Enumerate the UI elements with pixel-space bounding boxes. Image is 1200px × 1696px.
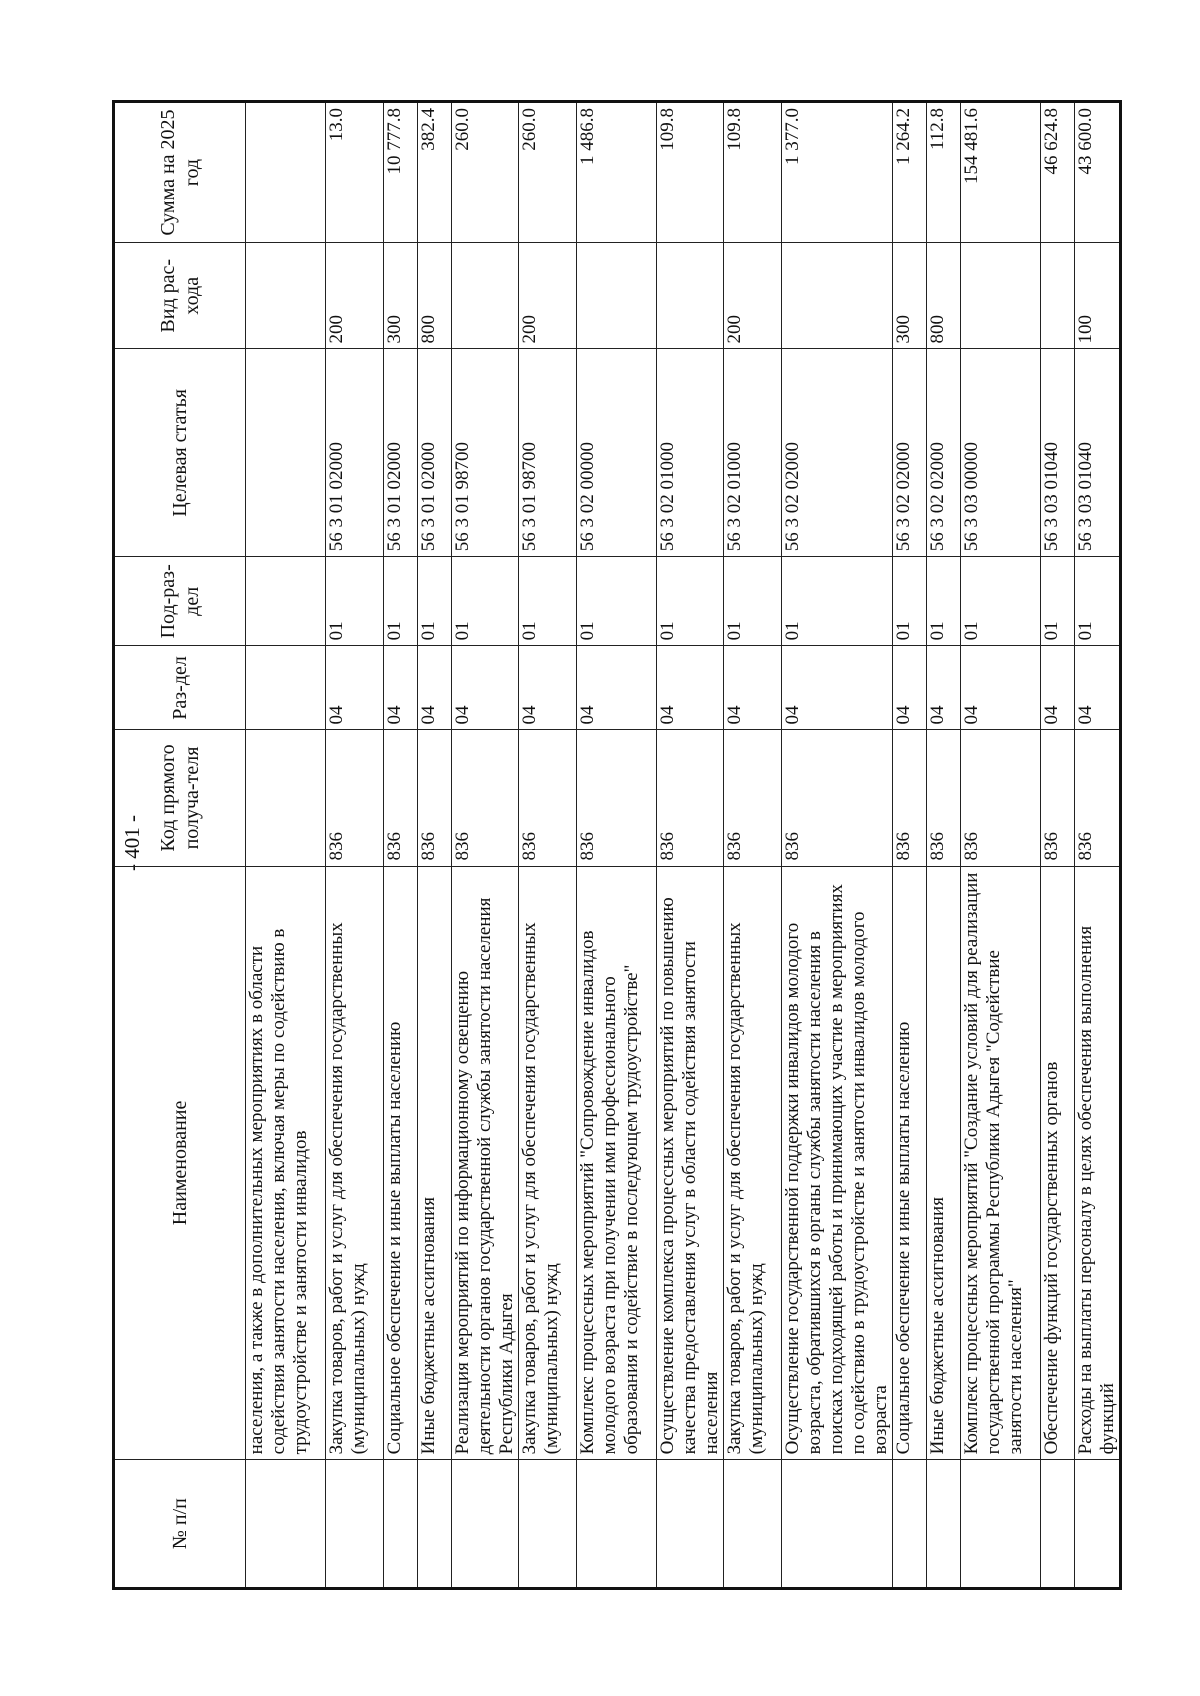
cell-num bbox=[418, 1460, 452, 1589]
cell-target: 56 3 02 02000 bbox=[782, 349, 893, 557]
cell-name: Обеспечение функций государственных органов bbox=[1041, 866, 1075, 1460]
table-row bbox=[657, 102, 724, 1589]
cell-section: 04 bbox=[1075, 646, 1121, 730]
cell-amount: 109.8 bbox=[724, 102, 782, 243]
cell-recipient: 836 bbox=[452, 730, 519, 866]
cell-target: 56 3 03 01040 bbox=[1075, 349, 1121, 557]
cell-recipient: 836 bbox=[1041, 730, 1075, 866]
cell-num bbox=[452, 1460, 519, 1589]
cell-name: Осуществление государственной поддержки инвалидов молодого возраста, обратившихся в органы службы занятости населения в поисках подходящей работы и принимающих участие в мероприятиях по содействию в трудоустройстве и занятости инвалидов молодого возраста bbox=[782, 866, 893, 1460]
cell-subsection: 01 bbox=[724, 557, 782, 646]
cell-section: 04 bbox=[326, 646, 384, 730]
cell-amount: 13.0 bbox=[326, 102, 384, 243]
cell-expense-type bbox=[246, 243, 326, 349]
table-row bbox=[927, 102, 961, 1589]
col-header-section: Раз-дел bbox=[114, 646, 246, 730]
cell-subsection: 01 bbox=[1041, 557, 1075, 646]
cell-target bbox=[246, 349, 326, 557]
cell-target: 56 3 02 02000 bbox=[927, 349, 961, 557]
cell-subsection: 01 bbox=[452, 557, 519, 646]
cell-amount: 382.4 bbox=[418, 102, 452, 243]
cell-target: 56 3 03 00000 bbox=[961, 349, 1041, 557]
table-row bbox=[246, 102, 326, 1589]
cell-num bbox=[782, 1460, 893, 1589]
cell-num bbox=[893, 1460, 927, 1589]
cell-subsection: 01 bbox=[418, 557, 452, 646]
cell-num bbox=[724, 1460, 782, 1589]
cell-target: 56 3 01 02000 bbox=[384, 349, 418, 557]
cell-section: 04 bbox=[927, 646, 961, 730]
header-row bbox=[114, 102, 246, 1589]
cell-name: Закупка товаров, работ и услуг для обеспечения государственных (муниципальных) нужд bbox=[519, 866, 577, 1460]
cell-subsection: 01 bbox=[782, 557, 893, 646]
cell-name: Расходы на выплаты персоналу в целях обеспечения выполнения функций bbox=[1075, 866, 1121, 1460]
cell-subsection: 01 bbox=[519, 557, 577, 646]
cell-name: Иные бюджетные ассигнования bbox=[927, 866, 961, 1460]
cell-target: 56 3 01 02000 bbox=[418, 349, 452, 557]
cell-section: 04 bbox=[418, 646, 452, 730]
cell-amount: 46 624.8 bbox=[1041, 102, 1075, 243]
cell-name: населения, а также в дополнительных мероприятиях в области содействия занятости населения, включая меры по содействию в трудоустройстве и занятости инвалидов bbox=[246, 866, 326, 1460]
col-header-recipient: Код прямого получа-теля bbox=[114, 730, 246, 866]
cell-recipient: 836 bbox=[384, 730, 418, 866]
cell-amount: 1 486.8 bbox=[577, 102, 657, 243]
cell-name: Закупка товаров, работ и услуг для обеспечения государственных (муниципальных) нужд bbox=[326, 866, 384, 1460]
table-row bbox=[577, 102, 657, 1589]
cell-num bbox=[384, 1460, 418, 1589]
cell-num bbox=[1075, 1460, 1121, 1589]
cell-section: 04 bbox=[1041, 646, 1075, 730]
cell-num bbox=[519, 1460, 577, 1589]
col-header-amount: Сумма на 2025 год bbox=[114, 102, 246, 243]
cell-target: 56 3 01 98700 bbox=[519, 349, 577, 557]
cell-section: 04 bbox=[577, 646, 657, 730]
col-header-expense-type: Вид рас-хода bbox=[114, 243, 246, 349]
cell-amount: 112.8 bbox=[927, 102, 961, 243]
cell-name: Комплекс процессных мероприятий "Создание условий для реализации государственной программы Республики Адыгея "Содействие занятости населения" bbox=[961, 866, 1041, 1460]
cell-subsection: 01 bbox=[961, 557, 1041, 646]
cell-target: 56 3 02 01000 bbox=[657, 349, 724, 557]
cell-recipient: 836 bbox=[927, 730, 961, 866]
cell-num bbox=[1041, 1460, 1075, 1589]
cell-num bbox=[326, 1460, 384, 1589]
page-number: - 401 - bbox=[120, 815, 144, 871]
cell-amount: 154 481.6 bbox=[961, 102, 1041, 243]
cell-subsection: 01 bbox=[893, 557, 927, 646]
cell-amount: 43 600.0 bbox=[1075, 102, 1121, 243]
cell-num bbox=[657, 1460, 724, 1589]
cell-recipient: 836 bbox=[724, 730, 782, 866]
table-row bbox=[418, 102, 452, 1589]
cell-subsection: 01 bbox=[577, 557, 657, 646]
cell-section: 04 bbox=[893, 646, 927, 730]
cell-target: 56 3 01 02000 bbox=[326, 349, 384, 557]
cell-num bbox=[246, 1460, 326, 1589]
cell-expense-type bbox=[452, 243, 519, 349]
cell-subsection: 01 bbox=[1075, 557, 1121, 646]
cell-section: 04 bbox=[452, 646, 519, 730]
cell-recipient: 836 bbox=[577, 730, 657, 866]
cell-expense-type bbox=[577, 243, 657, 349]
cell-subsection bbox=[246, 557, 326, 646]
cell-num bbox=[927, 1460, 961, 1589]
cell-expense-type: 200 bbox=[326, 243, 384, 349]
cell-expense-type bbox=[657, 243, 724, 349]
cell-section: 04 bbox=[384, 646, 418, 730]
cell-expense-type: 300 bbox=[384, 243, 418, 349]
cell-subsection: 01 bbox=[927, 557, 961, 646]
cell-recipient bbox=[246, 730, 326, 866]
cell-name: Социальное обеспечение и иные выплаты населению bbox=[384, 866, 418, 1460]
table-row bbox=[384, 102, 418, 1589]
cell-recipient: 836 bbox=[326, 730, 384, 866]
cell-recipient: 836 bbox=[1075, 730, 1121, 866]
cell-subsection: 01 bbox=[326, 557, 384, 646]
cell-recipient: 836 bbox=[961, 730, 1041, 866]
cell-amount: 260.0 bbox=[519, 102, 577, 243]
table-row bbox=[326, 102, 384, 1589]
cell-target: 56 3 01 98700 bbox=[452, 349, 519, 557]
cell-expense-type: 100 bbox=[1075, 243, 1121, 349]
table-row bbox=[452, 102, 519, 1589]
cell-section: 04 bbox=[724, 646, 782, 730]
col-header-target: Целевая статья bbox=[114, 349, 246, 557]
table-row bbox=[961, 102, 1041, 1589]
cell-recipient: 836 bbox=[893, 730, 927, 866]
cell-expense-type: 800 bbox=[927, 243, 961, 349]
table-row bbox=[893, 102, 927, 1589]
cell-name: Социальное обеспечение и иные выплаты населению bbox=[893, 866, 927, 1460]
cell-section bbox=[246, 646, 326, 730]
cell-amount: 109.8 bbox=[657, 102, 724, 243]
cell-name: Закупка товаров, работ и услуг для обеспечения государственных (муниципальных) нужд bbox=[724, 866, 782, 1460]
cell-section: 04 bbox=[657, 646, 724, 730]
cell-recipient: 836 bbox=[519, 730, 577, 866]
table-row bbox=[782, 102, 893, 1589]
cell-name: Осуществление комплекса процессных мероприятий по повышению качества предоставления услуг в области содействия занятости населения bbox=[657, 866, 724, 1460]
cell-expense-type: 300 bbox=[893, 243, 927, 349]
cell-amount: 10 777.8 bbox=[384, 102, 418, 243]
cell-expense-type: 200 bbox=[724, 243, 782, 349]
cell-target: 56 3 02 00000 bbox=[577, 349, 657, 557]
cell-expense-type bbox=[1041, 243, 1075, 349]
cell-subsection: 01 bbox=[384, 557, 418, 646]
col-header-num: № п/п bbox=[114, 1460, 246, 1589]
cell-recipient: 836 bbox=[657, 730, 724, 866]
cell-amount: 1 264.2 bbox=[893, 102, 927, 243]
cell-num bbox=[961, 1460, 1041, 1589]
table-row bbox=[724, 102, 782, 1589]
cell-recipient: 836 bbox=[418, 730, 452, 866]
cell-target: 56 3 02 01000 bbox=[724, 349, 782, 557]
table-row bbox=[1041, 102, 1075, 1589]
cell-amount bbox=[246, 102, 326, 243]
cell-section: 04 bbox=[782, 646, 893, 730]
cell-name: Иные бюджетные ассигнования bbox=[418, 866, 452, 1460]
cell-target: 56 3 03 01040 bbox=[1041, 349, 1075, 557]
cell-recipient: 836 bbox=[782, 730, 893, 866]
table-row bbox=[1075, 102, 1121, 1589]
cell-expense-type bbox=[961, 243, 1041, 349]
cell-expense-type bbox=[782, 243, 893, 349]
cell-section: 04 bbox=[961, 646, 1041, 730]
cell-subsection: 01 bbox=[657, 557, 724, 646]
table-row bbox=[519, 102, 577, 1589]
cell-num bbox=[577, 1460, 657, 1589]
cell-amount: 1 377.0 bbox=[782, 102, 893, 243]
cell-name: Реализация мероприятий по информационному освещению деятельности органов государственной службы занятости населения Республики Адыгея bbox=[452, 866, 519, 1460]
col-header-subsection: Под-раз-дел bbox=[114, 557, 246, 646]
rotated-page bbox=[112, 100, 1118, 1590]
budget-table bbox=[112, 100, 1122, 1590]
cell-amount: 260.0 bbox=[452, 102, 519, 243]
cell-section: 04 bbox=[519, 646, 577, 730]
cell-expense-type: 200 bbox=[519, 243, 577, 349]
col-header-name: Наименование bbox=[114, 866, 246, 1460]
cell-target: 56 3 02 02000 bbox=[893, 349, 927, 557]
cell-expense-type: 800 bbox=[418, 243, 452, 349]
cell-name: Комплекс процессных мероприятий "Сопровождение инвалидов молодого возраста при получении ими профессионального образования и содействие в последующем трудоустройстве" bbox=[577, 866, 657, 1460]
